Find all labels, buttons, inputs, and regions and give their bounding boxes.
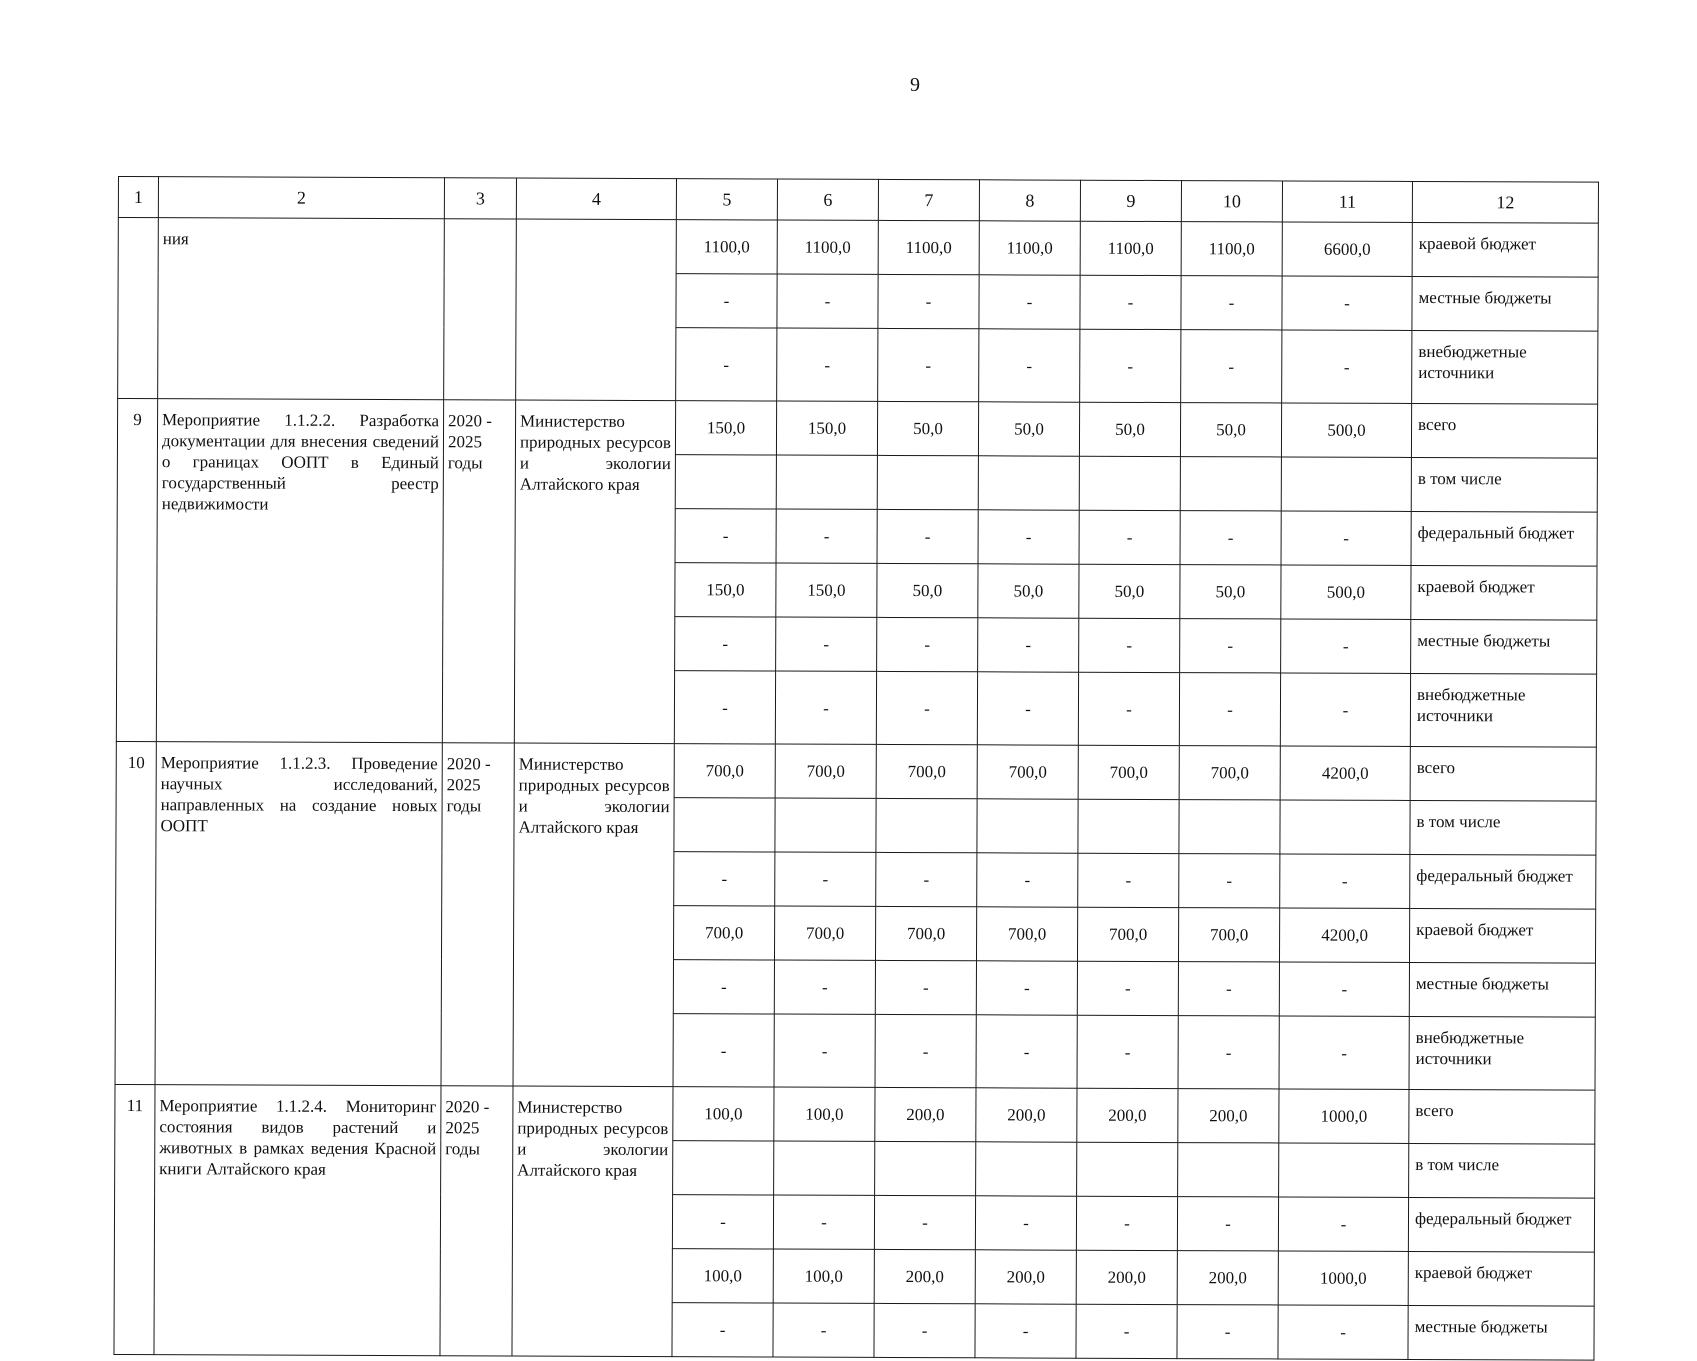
funding-source: местные бюджеты (1409, 962, 1595, 1017)
amount-cell: 500,0 (1281, 403, 1411, 457)
header-row (118, 177, 1598, 224)
amount-cell (876, 798, 977, 852)
amount-cell: - (675, 509, 776, 563)
table-row (118, 218, 1598, 278)
amount-cell: 50,0 (877, 401, 978, 455)
header-cell: 6 (777, 179, 878, 220)
amount-cell (1279, 1143, 1409, 1197)
amount-cell: - (979, 329, 1080, 402)
header-cell: 9 (1080, 180, 1181, 221)
amount-cell: - (1077, 1015, 1178, 1088)
amount-cell: - (672, 1195, 773, 1249)
table-row (117, 399, 1597, 459)
amount-cell: 200,0 (975, 1250, 1076, 1304)
amount-cell: - (1077, 961, 1178, 1015)
amount-cell: - (1177, 1197, 1278, 1251)
amount-cell: 700,0 (1077, 907, 1178, 961)
amount-cell (1178, 1143, 1279, 1197)
executor-name: Министерство природных ресурсов и экологии Алтайского края (514, 400, 675, 744)
funding-source: краевой бюджет (1412, 222, 1598, 277)
amount-cell (875, 1141, 976, 1195)
amount-cell (774, 1141, 875, 1195)
amount-cell: 700,0 (1078, 745, 1179, 799)
header-cell: 7 (878, 179, 979, 220)
amount-cell: 700,0 (977, 745, 1078, 799)
amount-cell: 150,0 (675, 563, 776, 617)
funding-source: местные бюджеты (1408, 1305, 1594, 1360)
amount-cell (1179, 800, 1280, 854)
amount-cell (775, 798, 876, 852)
amount-cell: 500,0 (1281, 565, 1411, 619)
amount-cell: 100,0 (673, 1087, 774, 1141)
amount-cell: - (1079, 510, 1180, 564)
amount-cell: - (1282, 276, 1412, 330)
amount-cell: - (874, 1195, 975, 1249)
amount-cell: - (1076, 1196, 1177, 1250)
amount-cell (977, 799, 1078, 853)
amount-cell: 1100,0 (1181, 222, 1282, 276)
amount-cell: - (674, 852, 775, 906)
amount-cell: - (1181, 330, 1282, 403)
amount-cell (1180, 457, 1281, 511)
amount-cell: - (878, 274, 979, 328)
amount-cell: - (979, 275, 1080, 329)
amount-cell: - (1181, 276, 1282, 330)
amount-cell: 200,0 (1077, 1088, 1178, 1142)
amount-cell: - (876, 852, 977, 906)
amount-cell: - (1178, 1016, 1279, 1089)
amount-cell (674, 798, 775, 852)
amount-cell: - (1079, 618, 1180, 672)
amount-cell (976, 1142, 1077, 1196)
amount-cell: 700,0 (976, 907, 1077, 961)
amount-cell: - (1278, 1197, 1408, 1251)
amount-cell: 4200,0 (1279, 908, 1409, 962)
amount-cell: 6600,0 (1282, 222, 1412, 276)
amount-cell: 150,0 (675, 401, 776, 455)
amount-cell: 150,0 (776, 563, 877, 617)
amount-cell (1077, 1142, 1178, 1196)
amount-cell: - (1080, 275, 1181, 329)
amount-cell: 1100,0 (777, 220, 878, 274)
header-cell: 12 (1412, 181, 1598, 223)
amount-cell: 4200,0 (1280, 746, 1410, 800)
amount-cell: 700,0 (673, 906, 774, 960)
amount-cell: - (1179, 673, 1280, 746)
amount-cell: 50,0 (978, 564, 1079, 618)
amount-cell: 50,0 (1079, 564, 1180, 618)
amount-cell: 1100,0 (1080, 221, 1181, 275)
amount-cell: 150,0 (776, 401, 877, 455)
row-index: 10 (115, 741, 156, 1084)
amount-cell: - (1080, 329, 1181, 402)
funding-source: всего (1410, 746, 1596, 801)
amount-cell: - (1280, 673, 1410, 746)
amount-cell: - (675, 617, 776, 671)
amount-cell: 700,0 (876, 744, 977, 798)
executor-name: Министерство природных ресурсов и экологии Алтайского края (513, 743, 674, 1087)
amount-cell: - (672, 1303, 773, 1357)
funding-source: местные бюджеты (1411, 619, 1597, 674)
funding-source: федеральный бюджет (1410, 854, 1596, 909)
funding-source: в том числе (1409, 1143, 1595, 1198)
amount-cell: - (774, 1014, 875, 1087)
funding-source: в том числе (1410, 800, 1596, 855)
amount-cell: - (1180, 511, 1281, 565)
amount-cell: - (978, 618, 1079, 672)
table-row (116, 741, 1596, 801)
funding-source: федеральный бюджет (1408, 1197, 1594, 1252)
table-row (115, 1084, 1595, 1144)
amount-cell: - (877, 509, 978, 563)
period-years: 2020 - 2025 годы (442, 400, 515, 743)
amount-cell: - (676, 328, 777, 401)
amount-cell: - (877, 617, 978, 671)
amount-cell: - (1177, 1305, 1278, 1359)
period-years (444, 219, 517, 400)
amount-cell (1281, 457, 1411, 511)
amount-cell: - (777, 274, 878, 328)
funding-source: внебюджетные источники (1412, 330, 1598, 404)
header-cell: 10 (1181, 181, 1282, 222)
amount-cell: 1100,0 (676, 220, 777, 274)
amount-cell: - (773, 1195, 874, 1249)
amount-cell: - (777, 328, 878, 401)
period-years: 2020 - 2025 годы (440, 1086, 513, 1356)
program-activities-table (113, 176, 1599, 1361)
amount-cell: 100,0 (773, 1249, 874, 1303)
amount-cell: - (1279, 1016, 1409, 1089)
amount-cell: - (1278, 1305, 1408, 1359)
amount-cell: - (776, 617, 877, 671)
activity-description: Мероприятие 1.1.2.4. Мониторинг состояния видов растений и животных в рамках ведения Красной книги Алтайского края (154, 1085, 441, 1356)
amount-cell: - (1078, 853, 1179, 907)
funding-source: внебюджетные источники (1409, 1016, 1595, 1090)
funding-source: краевой бюджет (1409, 908, 1595, 963)
amount-cell: 50,0 (978, 402, 1079, 456)
amount-cell (978, 456, 1079, 510)
funding-source: краевой бюджет (1408, 1251, 1594, 1306)
header-cell: 8 (979, 180, 1080, 221)
amount-cell: - (1281, 511, 1411, 565)
amount-cell: - (775, 671, 876, 744)
amount-cell: - (876, 671, 977, 744)
amount-cell: - (976, 961, 1077, 1015)
amount-cell: - (1282, 330, 1412, 403)
funding-source: в том числе (1411, 457, 1597, 512)
amount-cell: - (874, 1303, 975, 1357)
amount-cell: 50,0 (1180, 565, 1281, 619)
amount-cell: 50,0 (1180, 403, 1281, 457)
activity-description: ния (158, 218, 445, 400)
amount-cell (673, 1141, 774, 1195)
header-cell: 5 (676, 179, 777, 220)
amount-cell: - (878, 328, 979, 401)
amount-cell: - (1180, 619, 1281, 673)
amount-cell: 700,0 (674, 744, 775, 798)
amount-cell: - (976, 1015, 1077, 1088)
activity-description: Мероприятие 1.1.2.3. Проведение научных исследований, направленных на создание новых ООПТ (155, 742, 442, 1086)
amount-cell: 700,0 (774, 906, 875, 960)
amount-cell: - (1178, 962, 1279, 1016)
header-cell: 11 (1282, 181, 1412, 222)
funding-source: краевой бюджет (1411, 565, 1597, 620)
funding-source: местные бюджеты (1412, 276, 1598, 331)
amount-cell: - (676, 274, 777, 328)
amount-cell: - (1279, 962, 1409, 1016)
amount-cell (1078, 799, 1179, 853)
amount-cell: 200,0 (874, 1249, 975, 1303)
amount-cell: - (673, 1014, 774, 1087)
amount-cell: - (1280, 854, 1410, 908)
amount-cell: 50,0 (877, 563, 978, 617)
amount-cell (877, 455, 978, 509)
funding-source: внебюджетные источники (1410, 673, 1596, 747)
amount-cell: 700,0 (1178, 908, 1279, 962)
amount-cell: - (775, 852, 876, 906)
amount-cell: - (1076, 1304, 1177, 1358)
amount-cell (1079, 456, 1180, 510)
row-index: 11 (114, 1084, 155, 1354)
amount-cell: - (773, 1303, 874, 1357)
header-cell: 1 (118, 177, 158, 218)
amount-cell: 200,0 (1178, 1089, 1279, 1143)
amount-cell: - (776, 509, 877, 563)
executor-name (516, 219, 677, 401)
amount-cell: 200,0 (1177, 1251, 1278, 1305)
amount-cell: 200,0 (875, 1087, 976, 1141)
amount-cell: 1100,0 (979, 221, 1080, 275)
header-cell: 2 (158, 177, 444, 219)
amount-cell: - (875, 1014, 976, 1087)
amount-cell: 100,0 (672, 1249, 773, 1303)
executor-name: Министерство природных ресурсов и экологии Алтайского края (512, 1086, 673, 1357)
amount-cell (1280, 800, 1410, 854)
page-number: 9 (910, 74, 920, 96)
row-index (118, 218, 159, 399)
amount-cell: 700,0 (775, 744, 876, 798)
amount-cell: - (1078, 672, 1179, 745)
period-years: 2020 - 2025 годы (441, 743, 514, 1086)
amount-cell: 200,0 (976, 1088, 1077, 1142)
header-cell: 3 (444, 178, 516, 219)
activity-description: Мероприятие 1.1.2.2. Разработка документации для внесения сведений о границах ООПТ в Единый государственный реестр недвижимости (156, 399, 443, 743)
amount-cell: 700,0 (1179, 746, 1280, 800)
amount-cell (675, 455, 776, 509)
amount-cell: - (977, 853, 1078, 907)
amount-cell: 1000,0 (1278, 1251, 1408, 1305)
amount-cell: 50,0 (1079, 402, 1180, 456)
amount-cell: 1000,0 (1279, 1089, 1409, 1143)
funding-source: федеральный бюджет (1411, 511, 1597, 566)
amount-cell (776, 455, 877, 509)
amount-cell: 700,0 (875, 906, 976, 960)
amount-cell: - (975, 1196, 1076, 1250)
funding-source: всего (1409, 1089, 1595, 1144)
amount-cell: - (1281, 619, 1411, 673)
amount-cell: - (674, 671, 775, 744)
amount-cell: - (673, 960, 774, 1014)
amount-cell: - (977, 672, 1078, 745)
amount-cell: - (975, 1304, 1076, 1358)
amount-cell: 100,0 (774, 1087, 875, 1141)
amount-cell: - (875, 960, 976, 1014)
amount-cell: 200,0 (1076, 1250, 1177, 1304)
amount-cell: - (774, 960, 875, 1014)
funding-source: всего (1411, 403, 1597, 458)
row-index: 9 (116, 399, 157, 742)
amount-cell: - (1179, 854, 1280, 908)
header-cell: 4 (516, 178, 676, 220)
amount-cell: 1100,0 (878, 220, 979, 274)
amount-cell: - (978, 510, 1079, 564)
